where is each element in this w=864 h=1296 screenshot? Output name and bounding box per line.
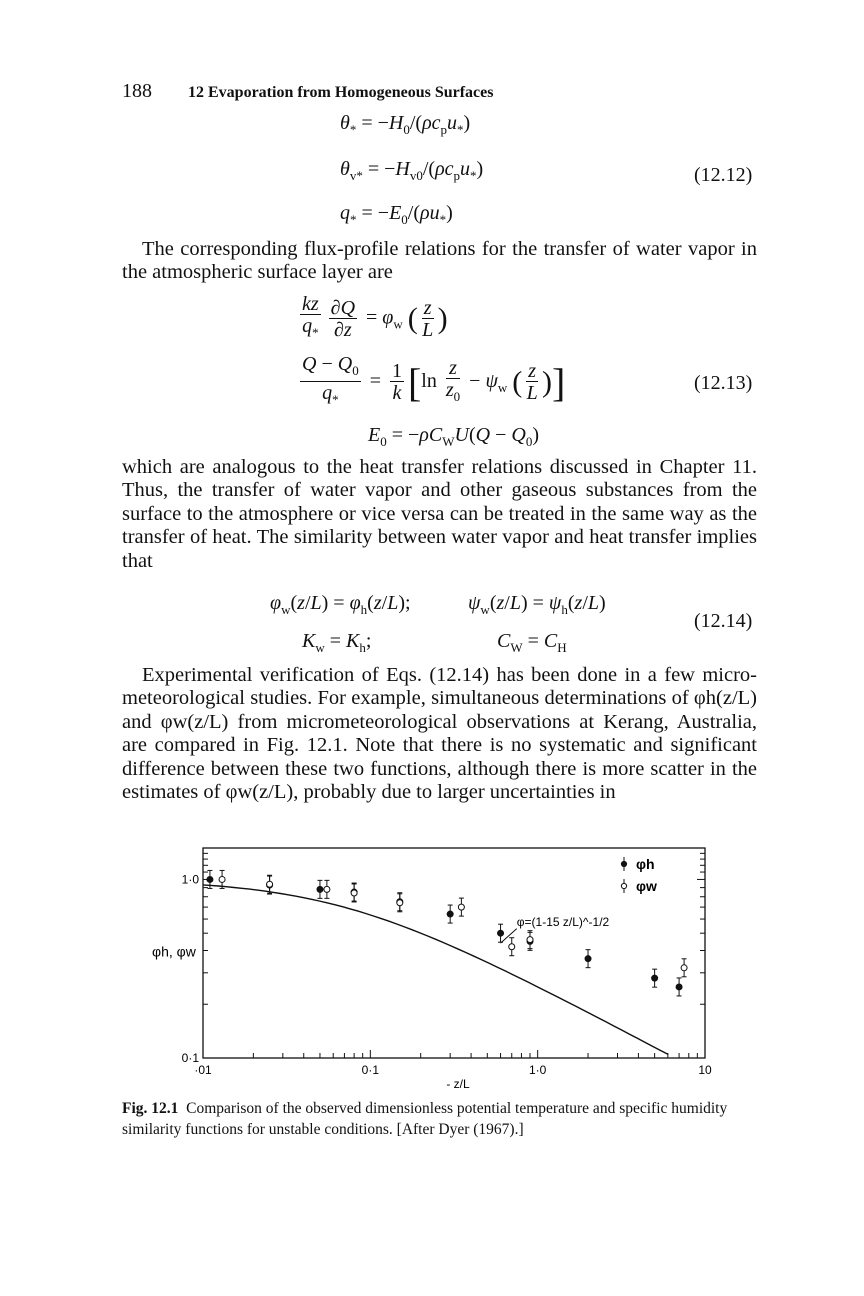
caption-text: Comparison of the observed dimensionless potential temperature and specific humidity similarity functions for unstable conditions. [After Dyer (1967).] (122, 1100, 728, 1138)
paragraph-2: which are analogous to the heat transfer relations discussed in Chapter 11. Thus, the transfer of water vapor and other gaseous substances from the surface to the atmosphere or vice versa can be treated in the same way as the transfer of heat. The similarity between water vapor and heat transfer implies that (122, 456, 757, 572)
x-axis-label: - z/L (446, 1077, 470, 1091)
phi-h-point (447, 911, 453, 917)
figure-caption (122, 1098, 762, 1140)
y-axis-label: φh, φw (152, 943, 196, 960)
phi-w-point (324, 886, 330, 892)
eq-theta-v-star: $\theta_{v*} = -H_{v0}/(\rho c_pu_*)$ (340, 158, 484, 183)
phi-w-point (351, 890, 357, 896)
eq-similarity-phi: $\varphi_w(z/L) = \varphi_h(z/L)$; (270, 592, 411, 617)
y-tick-label: 1·0 (181, 872, 199, 887)
phi-h-point (652, 975, 658, 981)
legend-marker (621, 883, 626, 888)
running-title: 12 Evaporation from Homogeneous Surfaces (188, 84, 494, 101)
eq-similarity-psi: $\psi_w(z/L) = \psi_h(z/L)$ (468, 592, 606, 617)
phi-h-point (676, 984, 682, 990)
legend-label: φh (636, 856, 655, 872)
x-tick-label: 0·1 (361, 1063, 380, 1077)
phi-w-point (397, 900, 403, 906)
y-tick-label: 0·1 (181, 1051, 199, 1065)
curve-line (203, 885, 668, 1054)
equation-number-12-13: (12.13) (694, 372, 753, 394)
phi-h-point (498, 930, 504, 936)
phi-w-point (267, 881, 273, 887)
eq-theta-star: $\theta_* = -H_0/(\rho c_pu_*)$ (340, 112, 471, 137)
caption-label: Fig. 12.1 (122, 1100, 179, 1117)
phi-w-point (681, 965, 687, 971)
phi-h-point (317, 886, 323, 892)
phi-w-point (509, 944, 515, 950)
curve-label: φ=(1-15 z/L)^-1/2 (516, 914, 610, 929)
plot-frame (203, 848, 705, 1058)
eq-evaporation: $E_0 = -\rho C_WU(Q - Q_0)$ (368, 424, 539, 449)
page-number: 188 (122, 80, 152, 102)
eq-similarity-c: $C_W = C_H$ (497, 630, 567, 655)
equation-number-12-14: (12.14) (694, 610, 753, 632)
figure-12-1 (150, 842, 750, 1102)
paragraph-3: Experimental verification of Eqs. (12.14) has been done in a few micro-meteorological studies. For example, simultaneous determinations of φh(z/L) and φw(z/L) from micrometeorological observations at Kerang, Australia, are compared in Fig. 12.1. Note that there is no systematic and significant difference between these two functions, although there is more scatter in the estimates of φw(z/L), probably due to larger uncertainties in (122, 664, 757, 804)
eq-q-star: $q_* = -E_0/(\rho u_*)$ (340, 202, 453, 227)
eq-similarity-k: $K_w = K_h$; (302, 630, 372, 655)
phi-w-point (458, 904, 464, 910)
x-tick-label: ·01 (194, 1063, 212, 1077)
paragraph-1: The corresponding flux-profile relations for the transfer of water vapor in the atmospheric surface layer are (122, 238, 757, 284)
legend-marker (621, 861, 626, 866)
x-tick-label: 1·0 (528, 1063, 547, 1077)
equation-number-12-12: (12.12) (694, 164, 753, 186)
phi-h-point (207, 876, 213, 882)
x-tick-label: 10 (698, 1063, 712, 1077)
chart-svg (150, 842, 750, 1098)
eq-flux-profile: $\frac{kz}{q_*}$ $\frac{\partial Q}{\partial z}$ = $\varphi_w$ ( $\frac{z}{L}$ ) (302, 293, 448, 341)
phi-w-point (219, 876, 225, 882)
phi-w-point (527, 937, 533, 943)
phi-h-point (585, 956, 591, 962)
legend-label: φw (636, 878, 657, 894)
eq-log-profile: $\frac{Q - Q_0}{q_*}$ = $\frac{1}{k}$ [ln $\frac{z}{z_0}$ − $\psi_w$ ( $\frac{z}{L}$ )] (302, 353, 566, 407)
